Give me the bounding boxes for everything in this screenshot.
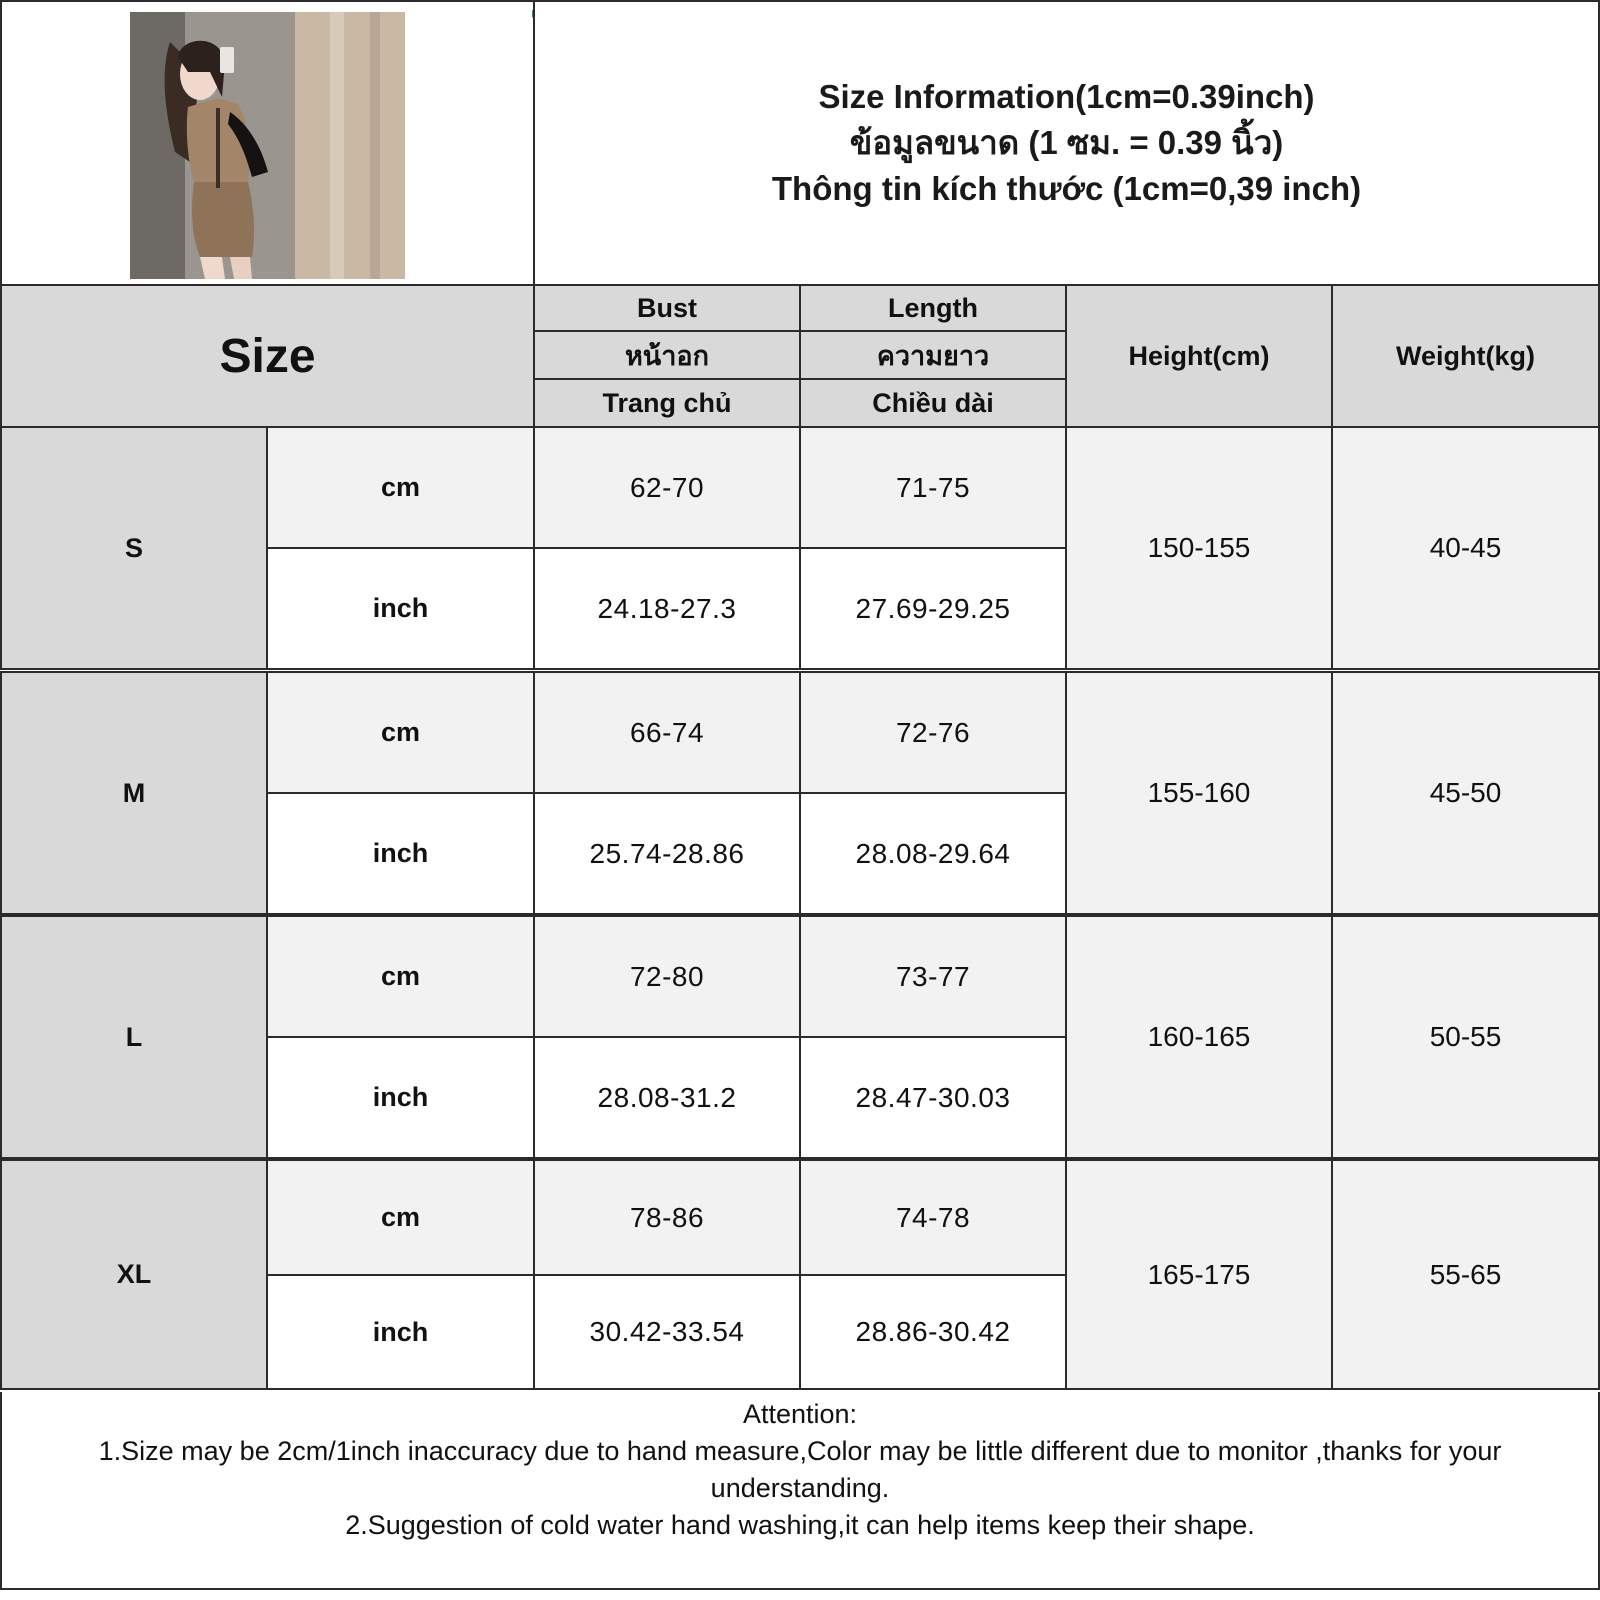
unit-inch-label: inch — [266, 1274, 535, 1390]
bust-header-english: Bust — [533, 284, 801, 332]
length-inch-value: 27.69-29.25 — [799, 547, 1067, 670]
unit-inch-label: inch — [266, 547, 535, 670]
size-label: S — [0, 426, 268, 670]
bust-cm-value: 72-80 — [533, 915, 801, 1038]
length-inch-value: 28.47-30.03 — [799, 1036, 1067, 1159]
note-1-line-b: understanding. — [710, 1473, 890, 1503]
size-label: L — [0, 915, 268, 1159]
bust-header-vietnamese: Trang chủ — [533, 378, 801, 428]
bust-inch-value: 24.18-27.3 — [533, 547, 801, 670]
attention-notes — [0, 1392, 1600, 1590]
size-label: XL — [0, 1159, 268, 1390]
weight-value: 45-50 — [1331, 671, 1600, 915]
note-2: 2.Suggestion of cold water hand washing,it can help items keep their shape. — [345, 1510, 1255, 1540]
length-inch-value: 28.08-29.64 — [799, 792, 1067, 915]
bust-inch-value: 25.74-28.86 — [533, 792, 801, 915]
unit-cm-label: cm — [266, 1159, 535, 1276]
length-header-thai: ความยาว — [799, 330, 1067, 380]
unit-cm-label: cm — [266, 426, 535, 549]
size-column-header: Size — [0, 284, 535, 428]
bust-cm-value: 62-70 — [533, 426, 801, 549]
length-cm-value: 71-75 — [799, 426, 1067, 549]
length-inch-value: 28.86-30.42 — [799, 1274, 1067, 1390]
height-value: 165-175 — [1065, 1159, 1333, 1390]
height-value: 160-165 — [1065, 915, 1333, 1159]
height-value: 150-155 — [1065, 426, 1333, 670]
length-cm-value: 72-76 — [799, 671, 1067, 794]
bust-header-thai: หน้าอก — [533, 330, 801, 380]
title-line-vietnamese: Thông tin kích thước (1cm=0,39 inch) — [771, 170, 1362, 207]
length-header-english: Length — [799, 284, 1067, 332]
model-photo-icon — [130, 12, 405, 279]
bust-inch-value: 28.08-31.2 — [533, 1036, 801, 1159]
unit-inch-label: inch — [266, 792, 535, 915]
weight-value: 40-45 — [1331, 426, 1600, 670]
bust-inch-value: 30.42-33.54 — [533, 1274, 801, 1390]
size-label: M — [0, 671, 268, 915]
weight-value: 55-65 — [1331, 1159, 1600, 1390]
size-information-title — [533, 0, 1600, 286]
attention-title: Attention: — [742, 1399, 858, 1429]
length-cm-value: 74-78 — [799, 1159, 1067, 1276]
height-value: 155-160 — [1065, 671, 1333, 915]
title-line-english: Size Information(1cm=0.39inch) — [818, 78, 1315, 115]
note-1-line-a: 1.Size may be 2cm/1inch inaccuracy due to hand measure,Color may be little different due to monitor ,thanks for your — [98, 1436, 1502, 1466]
height-column-header: Height(cm) — [1065, 284, 1333, 428]
unit-cm-label: cm — [266, 671, 535, 794]
title-line-thai: ข้อมูลขนาด (1 ซม. = 0.39 นิ้ว) — [849, 124, 1284, 161]
unit-inch-label: inch — [266, 1036, 535, 1159]
weight-column-header: Weight(kg) — [1331, 284, 1600, 428]
weight-value: 50-55 — [1331, 915, 1600, 1159]
length-cm-value: 73-77 — [799, 915, 1067, 1038]
product-photo — [130, 12, 405, 279]
bust-cm-value: 78-86 — [533, 1159, 801, 1276]
bust-cm-value: 66-74 — [533, 671, 801, 794]
length-header-vietnamese: Chiều dài — [799, 378, 1067, 428]
unit-cm-label: cm — [266, 915, 535, 1038]
